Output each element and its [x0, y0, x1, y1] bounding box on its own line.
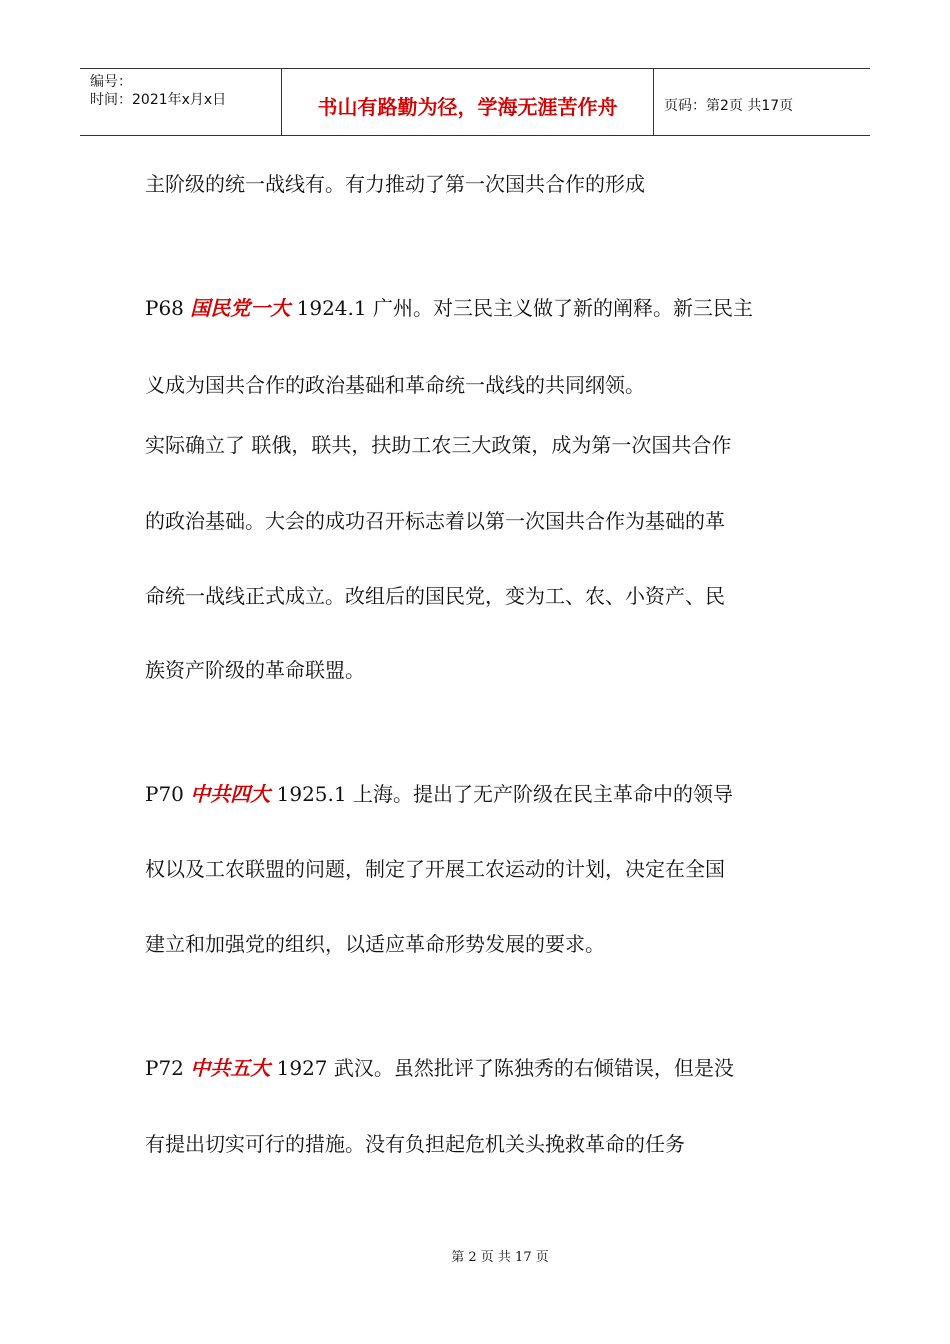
highlighted-term: 中共五大 [190, 1056, 271, 1080]
body-line [145, 296, 753, 320]
body-line: 有提出切实可行的措施。没有负担起危机关头挽救革命的任务 [145, 1132, 685, 1156]
body-line: 的政治基础。大会的成功召开标志着以第一次国共合作为基础的革 [145, 509, 725, 533]
page-reference: P72 [145, 1056, 191, 1080]
body-line: 义成为国共合作的政治基础和革命统一战线的共同纲领。 [145, 373, 645, 397]
body-line: 族资产阶级的革命联盟。 [145, 658, 365, 682]
body-text: 1927 武汉。虽然批评了陈独秀的右倾错误，但是没 [270, 1056, 734, 1080]
highlighted-term: 中共四大 [190, 782, 271, 806]
body-line: 建立和加强党的组织，以适应革命形势发展的要求。 [145, 932, 605, 956]
body-line: 实际确立了 联俄，联共，扶助工农三大政策，成为第一次国共合作 [145, 433, 732, 457]
body-line: 主阶级的统一战线有。有力推动了第一次国共合作的形成 [145, 172, 645, 196]
document-number: 编号： [90, 74, 132, 90]
page-reference: P68 [145, 296, 191, 320]
body-line [145, 782, 733, 806]
body-line: 权以及工农联盟的问题，制定了开展工农运动的计划，决定在全国 [145, 857, 725, 881]
body-line: 命统一战线正式成立。改组后的国民党，变为工、农、小资产、民 [145, 584, 725, 608]
page-footer: 第 2 页 共 17 页 [451, 1250, 549, 1265]
body-line [145, 1056, 734, 1080]
body-text: 1925.1 上海。提出了无产阶级在民主革命中的领导 [270, 782, 733, 806]
header-motto: 书山有路勤为径，学海无涯苦作舟 [282, 69, 654, 135]
body-text: 1924.1 广州。对三民主义做了新的阐释。新三民主 [290, 296, 753, 320]
page-reference: P70 [145, 782, 191, 806]
header-meta [80, 69, 282, 135]
highlighted-term: 国民党一大 [190, 296, 291, 320]
header-page-info: 页码：第2页 共17页 [664, 98, 794, 114]
document-time: 时间：2021年x月x日 [90, 92, 227, 108]
page-header [80, 68, 870, 136]
